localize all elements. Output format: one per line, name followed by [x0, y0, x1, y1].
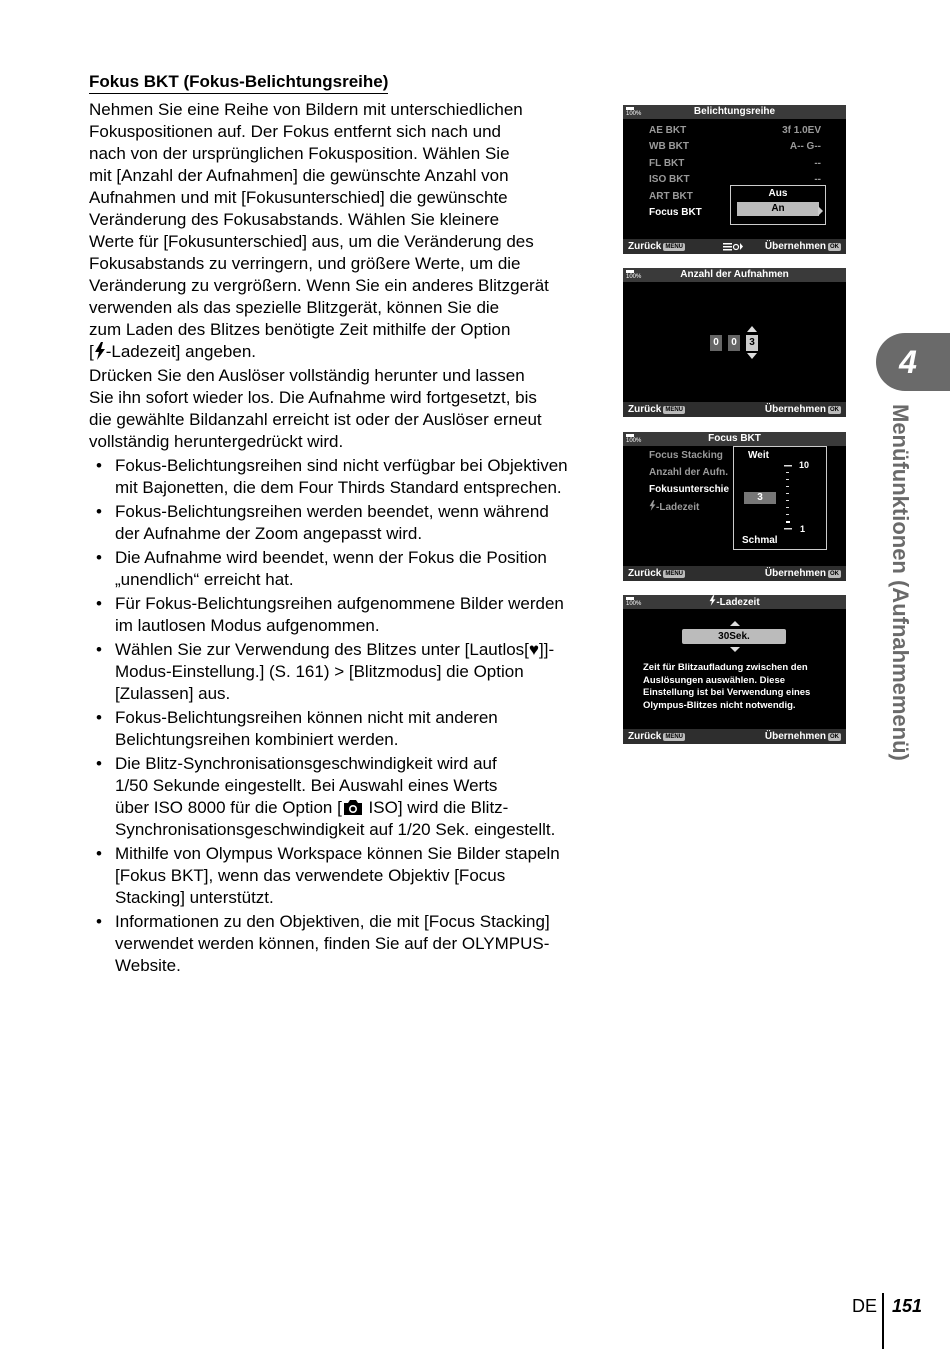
arrow-right-icon: [818, 206, 823, 216]
body-text: [89, 99, 609, 979]
list-item: • Die Blitz-Synchronisationsgeschwindigkeit wird auf 1/50 Sekunde eingestellt. Bei Auswahl eines Werts über ISO 8000 für die Option [ ISO] wird die Blitz- Synchronisationsgeschwindigkeit auf 1/20 Sek. eingestellt.: [96, 754, 556, 839]
camera-icon: [342, 798, 364, 816]
back-label[interactable]: Zurück: [628, 568, 662, 579]
list-item: • Fokus-Belichtungsreihen können nicht mit anderen Belichtungsreihen kombiniert werden.: [96, 708, 498, 749]
ok-key-icon: OK: [830, 734, 839, 740]
label-wide: Weit: [748, 450, 769, 461]
screen-footer: [623, 566, 846, 581]
scale-max: 10: [799, 460, 810, 470]
back-label[interactable]: Zurück: [628, 404, 662, 415]
arrow-up-icon: [730, 621, 740, 626]
submenu-icon: [723, 242, 743, 251]
paragraph-intro: Nehmen Sie eine Reihe von Bildern mit unterschiedlichen Fokuspositionen auf. Der Fokus entfernt sich nach und nach von der ursprünglichen Fokusposition. Wählen Sie mit [Anzahl der Aufnahmen] die gewünschte Anzahl von Aufnahmen und mit [Fokusunterschied] die gewünschte Veränderung des Fokusabstands. Wählen Sie kleinere Werte für [Fokusunterschied] aus, um die Veränderung des Fokusabstands zu verringern, und größere Werte, um die Veränderung zu vergrößern. Wenn Sie ein anderes Blitzgerät verwenden als das spezielle Blitzgerät, können Sie die zum Laden des Blitzes benötigte Zeit mithilfe der Option [ -Ladezeit] angeben.: [89, 100, 549, 361]
flash-icon: [649, 500, 656, 511]
screen-title: Focus BKT: [623, 432, 846, 446]
chapter-title: Menüfunktionen (Aufnahmemenü): [888, 404, 913, 761]
list-item: • Die Aufnahme wird beendet, wenn der Fokus die Position „unendlich“ erreicht hat.: [96, 548, 547, 589]
list-item: • Fokus-Belichtungsreihen werden beendet, wenn während der Aufnahme der Zoom angepasst wird.: [96, 502, 549, 543]
menu-value: --: [814, 158, 821, 169]
camera-screen-focus-bkt: [623, 432, 846, 581]
scale-min: 1: [800, 524, 806, 534]
help-text: Zeit für Blitzaufladung zwischen den Auslösungen auswählen. Diese Einstellung ist bei Verwendung eines Olympus-Blitzes nicht notwendig.: [643, 662, 811, 711]
camera-screen-charge-time: [623, 595, 846, 744]
back-label[interactable]: Zurück: [628, 731, 662, 742]
battery-icon: 100%: [626, 434, 644, 446]
camera-screen-bracketing: [623, 105, 846, 254]
option-aus[interactable]: Aus: [768, 188, 788, 199]
page-divider: [882, 1293, 884, 1349]
option-popup: [730, 185, 826, 225]
list-item: • Informationen zu den Objektiven, die mit [Focus Stacking] verwendet werden können, finden Sie auf der OLYMPUS- Website.: [96, 912, 550, 975]
arrow-down-icon: [747, 353, 757, 359]
screen-title: -Ladezeit: [623, 595, 846, 609]
focus-step-popup: [733, 446, 827, 550]
ok-label[interactable]: Übernehmen: [764, 568, 826, 579]
charge-time-value[interactable]: 30Sek.: [682, 629, 786, 644]
section-heading: Fokus BKT (Fokus-Belichtungsreihe): [89, 72, 388, 94]
arrow-down-icon: [730, 647, 740, 652]
notes-list: [89, 455, 609, 977]
menu-item-focus-stacking[interactable]: Focus Stacking: [649, 450, 723, 461]
digit-hundreds[interactable]: 0: [710, 335, 722, 351]
arrow-up-icon: [747, 326, 757, 332]
scale-ticks: [784, 465, 796, 535]
menu-item-ae-bkt[interactable]: AE BKT: [649, 125, 687, 136]
screen-title: Belichtungsreihe: [623, 105, 846, 119]
menu-value: 3f 1.0EV: [782, 125, 821, 136]
menu-item-shot-count[interactable]: Anzahl der Aufn.: [649, 467, 729, 478]
language-label: DE: [852, 1296, 878, 1316]
battery-icon: 100%: [626, 270, 644, 282]
flash-icon: [94, 342, 106, 360]
menu-key-icon: MENU: [665, 407, 684, 413]
paragraph-release: Drücken Sie den Auslöser vollständig herunter und lassen Sie ihn sofort wieder los. Die Aufnahme wird fortgesetzt, bis die gewählte Bildanzahl erreicht ist oder der Auslöser erneut vollständig heruntergedrückt wird.: [89, 366, 542, 451]
menu-item-focus-bkt[interactable]: Focus BKT: [649, 207, 702, 218]
camera-screen-shot-count: [623, 268, 846, 417]
option-an[interactable]: An: [737, 202, 819, 216]
ok-label[interactable]: Übernehmen: [764, 404, 826, 415]
list-item: • Mithilfe von Olympus Workspace können Sie Bilder stapeln [Fokus BKT], wenn das verwendete Objektiv [Focus Stacking] unterstützt.: [96, 844, 560, 907]
menu-key-icon: MENU: [665, 571, 684, 577]
menu-value: --: [814, 174, 821, 185]
chapter-number: 4: [899, 344, 917, 380]
ok-key-icon: OK: [830, 571, 839, 577]
menu-key-icon: MENU: [665, 734, 684, 740]
menu-item-fl-bkt[interactable]: FL BKT: [649, 158, 685, 169]
ok-label[interactable]: Übernehmen: [764, 241, 826, 252]
list-item: • Für Fokus-Belichtungsreihen aufgenommene Bilder werden im lautlosen Modus aufgenommen.: [96, 594, 564, 635]
menu-value: A-- G--: [789, 141, 821, 152]
screen-footer: [623, 729, 846, 744]
digit-tens[interactable]: 0: [728, 335, 740, 351]
menu-item-art-bkt[interactable]: ART BKT: [649, 191, 693, 202]
digit-ones[interactable]: 3: [746, 335, 758, 351]
menu-item-iso-bkt[interactable]: ISO BKT: [649, 174, 690, 185]
ok-label[interactable]: Übernehmen: [764, 731, 826, 742]
page-number: 151: [892, 1296, 923, 1316]
screen-footer: [623, 402, 846, 417]
list-item: • Fokus-Belichtungsreihen sind nicht verfügbar bei Objektiven mit Bajonetten, die dem Four Thirds Standard entsprechen.: [96, 456, 568, 497]
back-label[interactable]: Zurück: [628, 241, 662, 252]
menu-item-charge-time[interactable]: -Ladezeit: [649, 500, 699, 514]
battery-icon: 100%: [626, 597, 644, 609]
screen-title: Anzahl der Aufnahmen: [623, 268, 846, 282]
battery-icon: 100%: [626, 107, 644, 119]
label-narrow: Schmal: [742, 535, 778, 546]
list-item: • Wählen Sie zur Verwendung des Blitzes unter [Lautlos[♥]]- Modus-Einstellung.] (S. 161) > [Blitzmodus] die Option [Zulassen] aus.: [96, 640, 555, 703]
ok-key-icon: OK: [830, 407, 839, 413]
ok-key-icon: OK: [830, 244, 839, 250]
menu-item-wb-bkt[interactable]: WB BKT: [649, 141, 689, 152]
screen-footer: [623, 239, 846, 254]
menu-key-icon: MENU: [665, 244, 684, 250]
menu-item-focus-step[interactable]: Fokusunterschie: [649, 484, 730, 495]
focus-step-value[interactable]: 3: [744, 492, 776, 504]
